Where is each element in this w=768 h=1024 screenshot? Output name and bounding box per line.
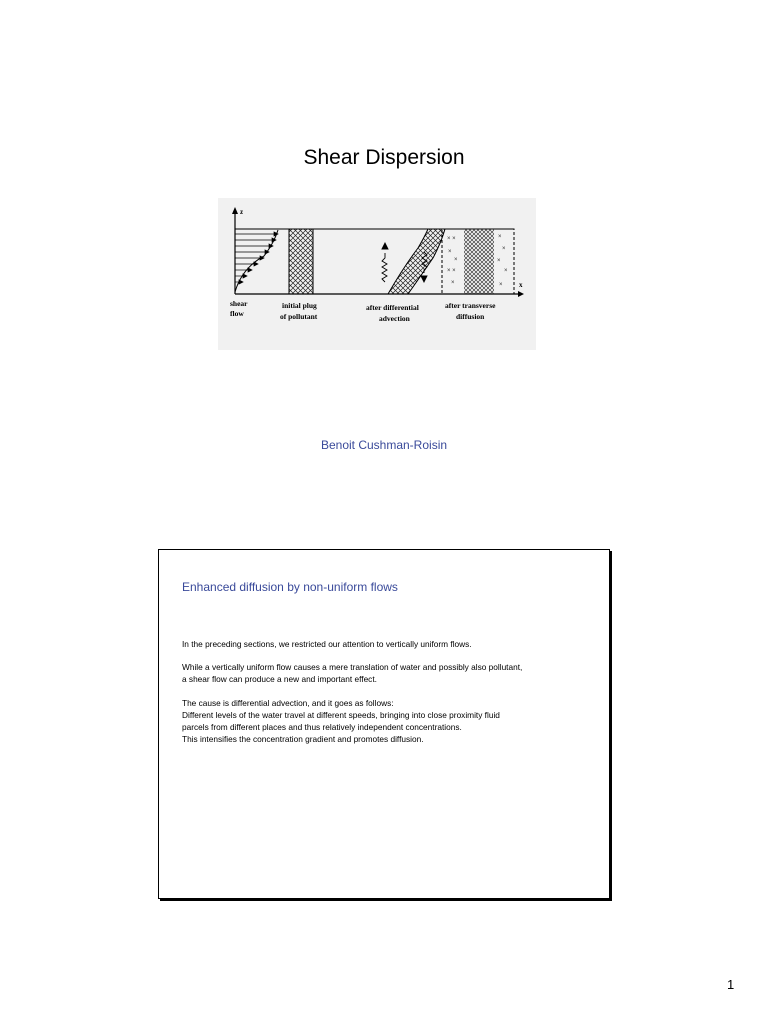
shear-dispersion-figure [218,198,536,350]
paragraph-line: a shear flow can produce a new and important effect. [182,674,377,685]
document-title: Shear Dispersion [303,146,465,169]
svg-text:×: × [498,234,502,240]
slide-frame [158,549,610,899]
x-axis-arrow [518,291,524,297]
initial-plug [289,229,313,294]
paragraph-line: The cause is differential advection, and it goes as follows: [182,697,394,708]
svg-text:×: × [454,257,458,263]
advected-plug [388,229,445,294]
label-after-advection-2: advection [379,314,410,323]
author-name: Benoit Cushman-Roisin [320,438,448,452]
label-shear-flow-2: flow [230,309,244,318]
label-shear-flow-1: shear [230,299,248,308]
paragraph-line: In the preceding sections, we restricted our attention to vertically uniform flows. [182,639,472,649]
velocity-arrows [235,232,278,284]
svg-text:×: × [451,280,455,286]
label-initial-plug-2: of pollutant [280,312,318,321]
paragraph-1 [182,638,602,650]
paragraph-2 [182,661,602,685]
z-axis-label: z [240,208,244,216]
paragraph-line: This intensifies the concentration gradient and promotes diffusion. [182,734,424,745]
svg-text:×: × [502,246,506,252]
paragraph-line: Different levels of the water travel at different speeds, bringing into close proximity fluid [182,709,500,720]
svg-text:×: × [499,282,503,288]
label-after-diffusion-1: after transverse [445,301,496,310]
paragraph-3 [182,697,602,746]
paragraph-line: parcels from different places and thus relatively independent concentrations. [182,722,462,733]
label-initial-plug-1: initial plug [282,301,317,310]
paragraph-line: While a vertically uniform flow causes a mere translation of water and possibly also pollutant, [182,662,523,673]
svg-text:×: × [504,268,508,274]
slide-heading: Enhanced diffusion by non-uniform flows [182,580,398,594]
label-after-diffusion-2: diffusion [456,312,485,321]
svg-text:× ×: × × [447,236,456,242]
x-axis-label: x [519,281,523,289]
svg-text:×: × [448,249,452,255]
page-number: 1 [727,977,735,992]
diffused-core [464,229,494,294]
svg-text:× ×: × × [447,268,456,274]
figure-drawing [218,198,536,350]
label-after-advection-1: after differential [366,303,419,312]
svg-text:×: × [497,258,501,264]
z-axis-arrow [232,207,238,214]
slide-body [182,638,602,756]
